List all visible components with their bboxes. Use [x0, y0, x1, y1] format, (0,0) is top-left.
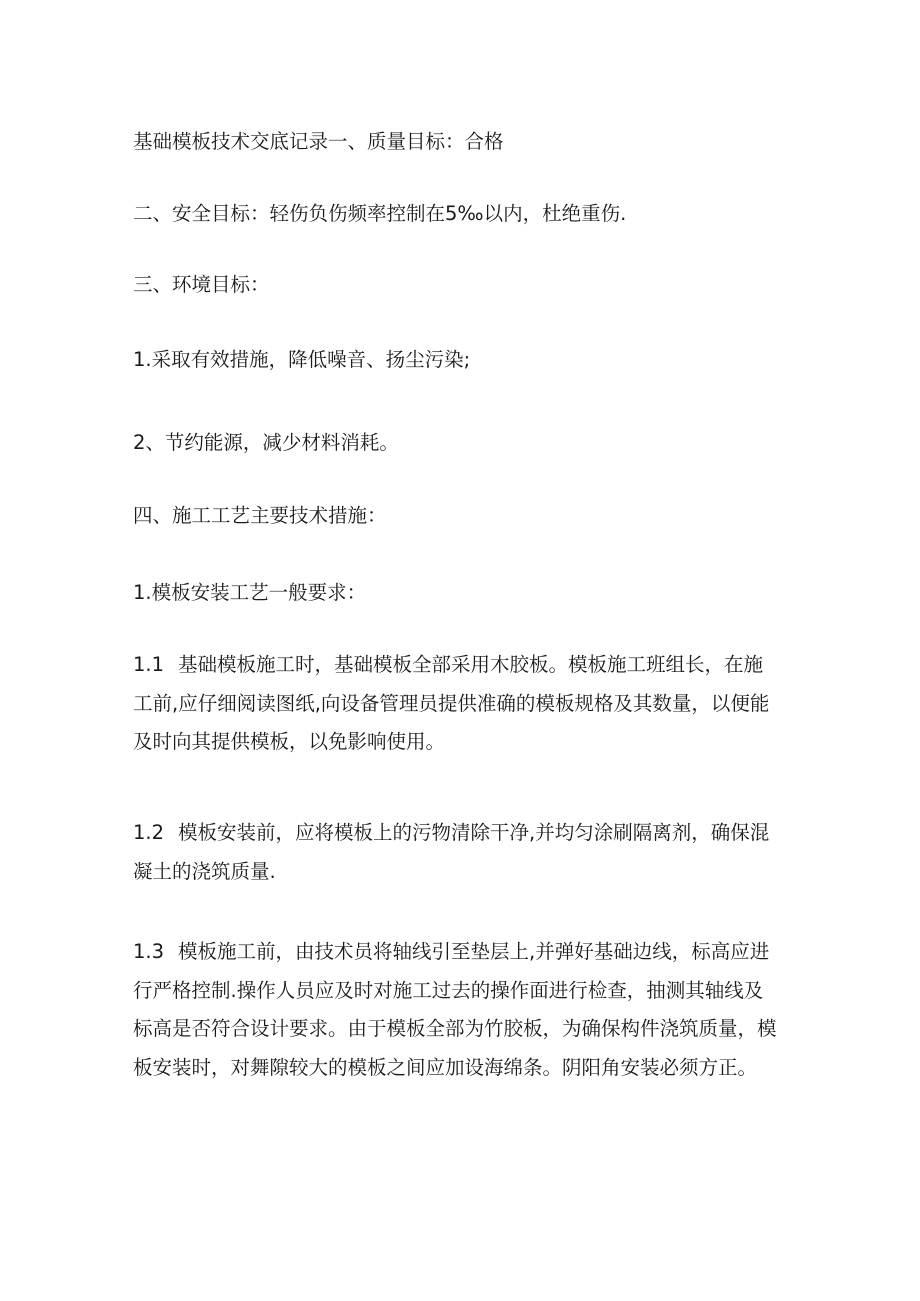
paragraph-line: 凝土的浇筑质量.	[133, 859, 276, 883]
environment-item-1: 1.采取有效措施，降低噪音、扬尘污染;	[133, 348, 471, 371]
title-line: 基础模板技术交底记录一、质量目标：合格	[133, 130, 504, 153]
formwork-requirements-heading: 1.模板安装工艺一般要求：	[133, 581, 367, 604]
paragraph-line: 及时向其提供模板，以免影响使用。	[133, 730, 446, 753]
paragraph-1-3	[133, 933, 793, 1087]
paragraph-text: 模板安装前，应将模板上的污物清除干净,并均匀涂刷隔离剂，确保混	[178, 821, 770, 844]
paragraph-line: 行严格控制.操作人员应及时对施工过去的操作面进行检查，抽测其轴线及	[133, 978, 764, 1002]
paragraph-line: 工前,应仔细阅读图纸,向设备管理员提供准确的模板规格及其数量，以便能	[133, 691, 770, 715]
paragraph-number: 1.3	[133, 940, 165, 963]
paragraph-line	[133, 933, 793, 972]
paragraph-1-2	[133, 814, 793, 891]
paragraph-text: 基础模板施工时，基础模板全部采用木胶板。模板施工班组长，在施	[178, 653, 764, 676]
paragraph-text: 模板施工前，由技术员将轴线引至垫层上,并弹好基础边线，标高应进	[178, 940, 770, 963]
paragraph-line	[133, 814, 793, 853]
environment-item-2: 2、节约能源，减少材料消耗。	[133, 431, 399, 454]
paragraph-line: 板安装时，对舞隙较大的模板之间应加设海绵条。阴阳角安装必须方正。	[133, 1055, 758, 1079]
environment-heading: 三、环境目标：	[133, 273, 270, 296]
paragraph-number: 1.1	[133, 653, 165, 676]
paragraph-line	[133, 646, 793, 685]
paragraph-1-1	[133, 646, 793, 762]
paragraph-line: 标高是否符合设计要求。由于模板全部为竹胶板，为确保构件浇筑质量，模	[133, 1017, 777, 1040]
technical-measures-heading: 四、施工工艺主要技术措施：	[133, 504, 387, 527]
paragraph-number: 1.2	[133, 821, 165, 844]
safety-target-line: 二、安全目标：轻伤负伤频率控制在5‰以内，杜绝重伤.	[133, 202, 627, 225]
